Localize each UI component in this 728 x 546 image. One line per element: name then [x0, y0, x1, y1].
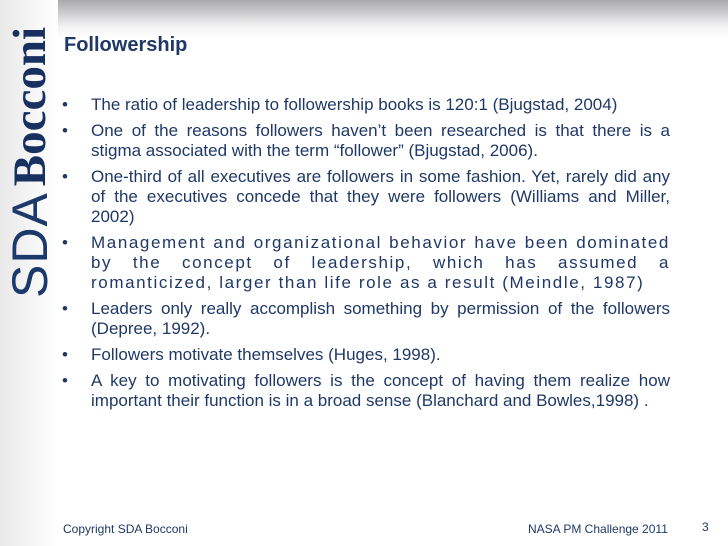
bullet-marker: • [62, 121, 68, 140]
header-band [0, 0, 728, 28]
bullet-item [62, 299, 670, 339]
bullet-item [62, 121, 670, 161]
logo-bocconi-text: Bocconi [4, 26, 56, 187]
footer-event: NASA PM Challenge 2011 [528, 522, 668, 536]
bullet-item [62, 371, 670, 411]
bullet-text: One of the reasons followers haven’t been researched is that there is a stigma associated with the term “follower” (Bjugstad, 2006). [91, 121, 670, 160]
bullet-marker: • [62, 345, 68, 364]
bullet-text: The ratio of leadership to followership books is 120:1 (Bjugstad, 2004) [91, 95, 618, 114]
bullet-marker: • [62, 233, 70, 252]
bullet-text: Followers motivate themselves (Huges, 1998). [91, 345, 441, 364]
bullet-list [62, 95, 670, 411]
bullet-item [62, 95, 670, 115]
bullet-marker: • [62, 95, 68, 114]
bullet-text: Management and organizational behavior have been dominated by the concept of leadership, which has assumed a romanticized, larger than life role as a result (Meindle, 1987) [91, 233, 670, 292]
logo-strip [0, 0, 58, 546]
bullet-text: A key to motivating followers is the concept of having them realize how important their function is in a broad sense (Blanchard and Bowles,1998) . [91, 371, 670, 410]
logo-sda-text: SDA [2, 192, 58, 298]
bullet-item [62, 345, 670, 365]
bullet-item [62, 233, 670, 293]
bullet-marker: • [62, 371, 68, 390]
bullet-marker: • [62, 299, 68, 318]
slide-title: Followership [64, 34, 188, 56]
bullet-item [62, 167, 670, 227]
slide-content [62, 95, 670, 417]
bullet-text: One-third of all executives are followers in some fashion. Yet, rarely did any of the executives concede that they were followers (Williams and Miller, 2002) [91, 167, 670, 226]
footer-copyright: Copyright SDA Bocconi [63, 522, 188, 536]
sda-bocconi-logo [2, 0, 58, 298]
bullet-text: Leaders only really accomplish something by permission of the followers (Depree, 1992). [91, 299, 670, 338]
bullet-marker: • [62, 167, 68, 186]
page-number: 3 [702, 520, 709, 534]
